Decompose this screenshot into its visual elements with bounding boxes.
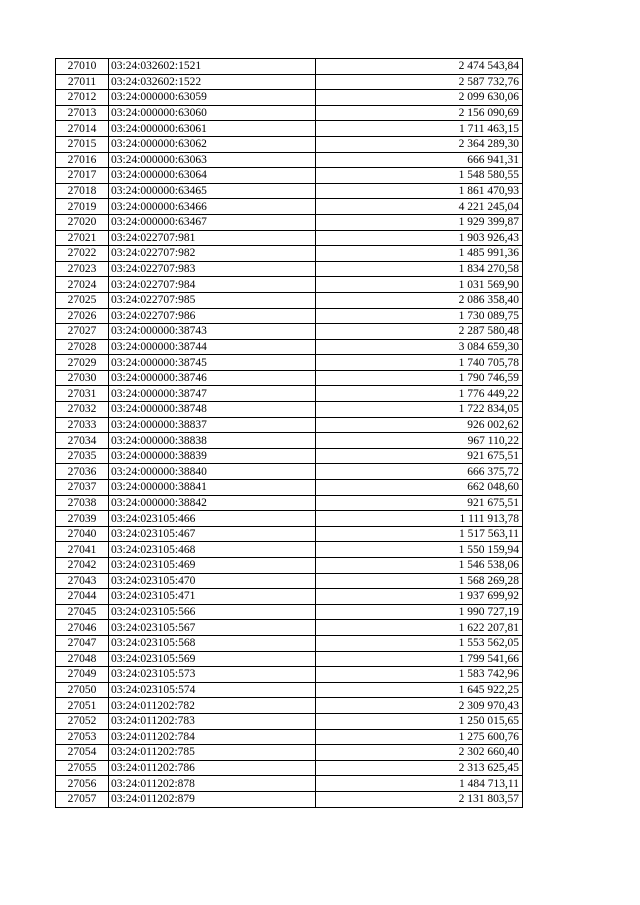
row-number-cell: 27057 <box>56 791 109 807</box>
value-cell: 1 583 742,96 <box>316 667 523 683</box>
row-number-cell: 27044 <box>56 589 109 605</box>
row-number-cell: 27023 <box>56 261 109 277</box>
value-cell: 1 485 991,36 <box>316 246 523 262</box>
table-row <box>56 558 523 574</box>
cadastral-number-cell: 03:24:023105:573 <box>109 667 316 683</box>
row-number-cell: 27021 <box>56 230 109 246</box>
cadastral-number-cell: 03:24:011202:786 <box>109 760 316 776</box>
value-cell: 1 548 580,55 <box>316 168 523 184</box>
table-row <box>56 59 523 75</box>
table-row <box>56 589 523 605</box>
table-row <box>56 464 523 480</box>
cadastral-number-cell: 03:24:000000:38744 <box>109 339 316 355</box>
value-cell: 1 031 569,90 <box>316 277 523 293</box>
value-cell: 1 730 089,75 <box>316 308 523 324</box>
table-row <box>56 214 523 230</box>
value-cell: 1 711 463,15 <box>316 121 523 137</box>
cadastral-number-cell: 03:24:023105:467 <box>109 526 316 542</box>
value-cell: 1 834 270,58 <box>316 261 523 277</box>
row-number-cell: 27019 <box>56 199 109 215</box>
value-cell: 1 740 705,78 <box>316 355 523 371</box>
cadastral-number-cell: 03:24:000000:63466 <box>109 199 316 215</box>
row-number-cell: 27054 <box>56 745 109 761</box>
table-row <box>56 542 523 558</box>
value-cell: 926 002,62 <box>316 417 523 433</box>
value-cell: 1 861 470,93 <box>316 183 523 199</box>
cadastral-number-cell: 03:24:000000:63061 <box>109 121 316 137</box>
row-number-cell: 27030 <box>56 370 109 386</box>
cadastral-number-cell: 03:24:023105:471 <box>109 589 316 605</box>
row-number-cell: 27055 <box>56 760 109 776</box>
row-number-cell: 27047 <box>56 635 109 651</box>
row-number-cell: 27028 <box>56 339 109 355</box>
row-number-cell: 27051 <box>56 698 109 714</box>
cadastral-number-cell: 03:24:022707:983 <box>109 261 316 277</box>
table-row <box>56 526 523 542</box>
value-cell: 2 309 970,43 <box>316 698 523 714</box>
value-cell: 4 221 245,04 <box>316 199 523 215</box>
row-number-cell: 27045 <box>56 604 109 620</box>
row-number-cell: 27035 <box>56 448 109 464</box>
row-number-cell: 27024 <box>56 277 109 293</box>
table-row <box>56 667 523 683</box>
row-number-cell: 27015 <box>56 136 109 152</box>
row-number-cell: 27027 <box>56 324 109 340</box>
value-cell: 1 484 713,11 <box>316 776 523 792</box>
row-number-cell: 27040 <box>56 526 109 542</box>
cadastral-number-cell: 03:24:022707:982 <box>109 246 316 262</box>
value-cell: 1 622 207,81 <box>316 620 523 636</box>
row-number-cell: 27016 <box>56 152 109 168</box>
value-cell: 1 568 269,28 <box>316 573 523 589</box>
cadastral-number-cell: 03:24:022707:981 <box>109 230 316 246</box>
table-row <box>56 308 523 324</box>
row-number-cell: 27025 <box>56 292 109 308</box>
cadastral-number-cell: 03:24:000000:38842 <box>109 495 316 511</box>
value-cell: 1 776 449,22 <box>316 386 523 402</box>
table-row <box>56 713 523 729</box>
cadastral-number-cell: 03:24:022707:984 <box>109 277 316 293</box>
cadastral-number-cell: 03:24:000000:38745 <box>109 355 316 371</box>
value-cell: 1 903 926,43 <box>316 230 523 246</box>
table-row <box>56 417 523 433</box>
row-number-cell: 27022 <box>56 246 109 262</box>
value-cell: 666 941,31 <box>316 152 523 168</box>
table-row <box>56 105 523 121</box>
row-number-cell: 27031 <box>56 386 109 402</box>
value-cell: 2 156 090,69 <box>316 105 523 121</box>
value-cell: 2 474 543,84 <box>316 59 523 75</box>
row-number-cell: 27037 <box>56 480 109 496</box>
row-number-cell: 27020 <box>56 214 109 230</box>
value-cell: 1 790 746,59 <box>316 370 523 386</box>
cadastral-number-cell: 03:24:011202:878 <box>109 776 316 792</box>
value-cell: 662 048,60 <box>316 480 523 496</box>
value-cell: 1 546 538,06 <box>316 558 523 574</box>
table-row <box>56 324 523 340</box>
table-row <box>56 651 523 667</box>
row-number-cell: 27029 <box>56 355 109 371</box>
table-row <box>56 729 523 745</box>
table-row <box>56 511 523 527</box>
table-row <box>56 620 523 636</box>
value-cell: 2 099 630,06 <box>316 90 523 106</box>
cadastral-number-cell: 03:24:000000:38838 <box>109 433 316 449</box>
cadastral-number-cell: 03:24:000000:38840 <box>109 464 316 480</box>
cadastral-number-cell: 03:24:000000:63063 <box>109 152 316 168</box>
value-cell: 1 937 699,92 <box>316 589 523 605</box>
row-number-cell: 27056 <box>56 776 109 792</box>
row-number-cell: 27038 <box>56 495 109 511</box>
row-number-cell: 27011 <box>56 74 109 90</box>
cadastral-number-cell: 03:24:000000:38839 <box>109 448 316 464</box>
value-cell: 1 275 600,76 <box>316 729 523 745</box>
cadastral-number-cell: 03:24:022707:985 <box>109 292 316 308</box>
value-cell: 2 364 289,30 <box>316 136 523 152</box>
table-row <box>56 74 523 90</box>
cadastral-number-cell: 03:24:000000:63465 <box>109 183 316 199</box>
value-cell: 1 799 541,66 <box>316 651 523 667</box>
cadastral-number-cell: 03:24:000000:63064 <box>109 168 316 184</box>
cadastral-number-cell: 03:24:023105:569 <box>109 651 316 667</box>
cadastral-number-cell: 03:24:000000:63060 <box>109 105 316 121</box>
table-row <box>56 277 523 293</box>
table-row <box>56 745 523 761</box>
cadastral-number-cell: 03:24:023105:567 <box>109 620 316 636</box>
cadastral-number-cell: 03:24:023105:574 <box>109 682 316 698</box>
cadastral-number-cell: 03:24:011202:785 <box>109 745 316 761</box>
cadastral-number-cell: 03:24:023105:468 <box>109 542 316 558</box>
table-row <box>56 791 523 807</box>
value-cell: 1 645 922,25 <box>316 682 523 698</box>
value-cell: 2 287 580,48 <box>316 324 523 340</box>
table-body <box>56 59 523 808</box>
value-cell: 921 675,51 <box>316 495 523 511</box>
value-cell: 3 084 659,30 <box>316 339 523 355</box>
table-row <box>56 386 523 402</box>
cadastral-value-table <box>55 58 523 808</box>
value-cell: 1 929 399,87 <box>316 214 523 230</box>
cadastral-number-cell: 03:24:000000:38746 <box>109 370 316 386</box>
row-number-cell: 27034 <box>56 433 109 449</box>
row-number-cell: 27033 <box>56 417 109 433</box>
value-cell: 921 675,51 <box>316 448 523 464</box>
value-cell: 2 131 803,57 <box>316 791 523 807</box>
value-cell: 1 550 159,94 <box>316 542 523 558</box>
cadastral-number-cell: 03:24:000000:38841 <box>109 480 316 496</box>
table-row <box>56 573 523 589</box>
table-row <box>56 339 523 355</box>
table-row <box>56 183 523 199</box>
row-number-cell: 27039 <box>56 511 109 527</box>
cadastral-number-cell: 03:24:000000:38748 <box>109 402 316 418</box>
row-number-cell: 27042 <box>56 558 109 574</box>
row-number-cell: 27048 <box>56 651 109 667</box>
cadastral-number-cell: 03:24:023105:469 <box>109 558 316 574</box>
value-cell: 1 517 563,11 <box>316 526 523 542</box>
table-row <box>56 402 523 418</box>
row-number-cell: 27036 <box>56 464 109 480</box>
table-row <box>56 604 523 620</box>
value-cell: 2 587 732,76 <box>316 74 523 90</box>
table-row <box>56 90 523 106</box>
table-row <box>56 698 523 714</box>
row-number-cell: 27017 <box>56 168 109 184</box>
row-number-cell: 27041 <box>56 542 109 558</box>
cadastral-number-cell: 03:24:023105:466 <box>109 511 316 527</box>
table-row <box>56 635 523 651</box>
cadastral-number-cell: 03:24:011202:782 <box>109 698 316 714</box>
table-row <box>56 448 523 464</box>
value-cell: 2 086 358,40 <box>316 292 523 308</box>
row-number-cell: 27012 <box>56 90 109 106</box>
table-row <box>56 355 523 371</box>
row-number-cell: 27043 <box>56 573 109 589</box>
table-row <box>56 246 523 262</box>
cadastral-number-cell: 03:24:032602:1522 <box>109 74 316 90</box>
row-number-cell: 27053 <box>56 729 109 745</box>
table-row <box>56 168 523 184</box>
value-cell: 967 110,22 <box>316 433 523 449</box>
cadastral-number-cell: 03:24:000000:38747 <box>109 386 316 402</box>
table-row <box>56 292 523 308</box>
value-cell: 666 375,72 <box>316 464 523 480</box>
value-cell: 1 553 562,05 <box>316 635 523 651</box>
row-number-cell: 27049 <box>56 667 109 683</box>
value-cell: 1 250 015,65 <box>316 713 523 729</box>
cadastral-number-cell: 03:24:011202:784 <box>109 729 316 745</box>
table-row <box>56 760 523 776</box>
row-number-cell: 27032 <box>56 402 109 418</box>
cadastral-number-cell: 03:24:000000:63059 <box>109 90 316 106</box>
row-number-cell: 27026 <box>56 308 109 324</box>
row-number-cell: 27013 <box>56 105 109 121</box>
value-cell: 2 313 625,45 <box>316 760 523 776</box>
row-number-cell: 27010 <box>56 59 109 75</box>
table-row <box>56 230 523 246</box>
table-row <box>56 121 523 137</box>
row-number-cell: 27050 <box>56 682 109 698</box>
cadastral-number-cell: 03:24:011202:879 <box>109 791 316 807</box>
row-number-cell: 27052 <box>56 713 109 729</box>
table-row <box>56 261 523 277</box>
table-row <box>56 480 523 496</box>
cadastral-number-cell: 03:24:023105:470 <box>109 573 316 589</box>
cadastral-number-cell: 03:24:032602:1521 <box>109 59 316 75</box>
cadastral-number-cell: 03:24:011202:783 <box>109 713 316 729</box>
cadastral-number-cell: 03:24:022707:986 <box>109 308 316 324</box>
table-row <box>56 152 523 168</box>
table-row <box>56 682 523 698</box>
cadastral-number-cell: 03:24:000000:63467 <box>109 214 316 230</box>
table-row <box>56 495 523 511</box>
value-cell: 1 722 834,05 <box>316 402 523 418</box>
row-number-cell: 27046 <box>56 620 109 636</box>
row-number-cell: 27014 <box>56 121 109 137</box>
value-cell: 2 302 660,40 <box>316 745 523 761</box>
cadastral-number-cell: 03:24:023105:568 <box>109 635 316 651</box>
table-row <box>56 199 523 215</box>
table-row <box>56 433 523 449</box>
table-row <box>56 776 523 792</box>
table-row <box>56 370 523 386</box>
value-cell: 1 990 727,19 <box>316 604 523 620</box>
cadastral-number-cell: 03:24:000000:38743 <box>109 324 316 340</box>
table-row <box>56 136 523 152</box>
row-number-cell: 27018 <box>56 183 109 199</box>
value-cell: 1 111 913,78 <box>316 511 523 527</box>
cadastral-number-cell: 03:24:023105:566 <box>109 604 316 620</box>
cadastral-number-cell: 03:24:000000:63062 <box>109 136 316 152</box>
cadastral-number-cell: 03:24:000000:38837 <box>109 417 316 433</box>
